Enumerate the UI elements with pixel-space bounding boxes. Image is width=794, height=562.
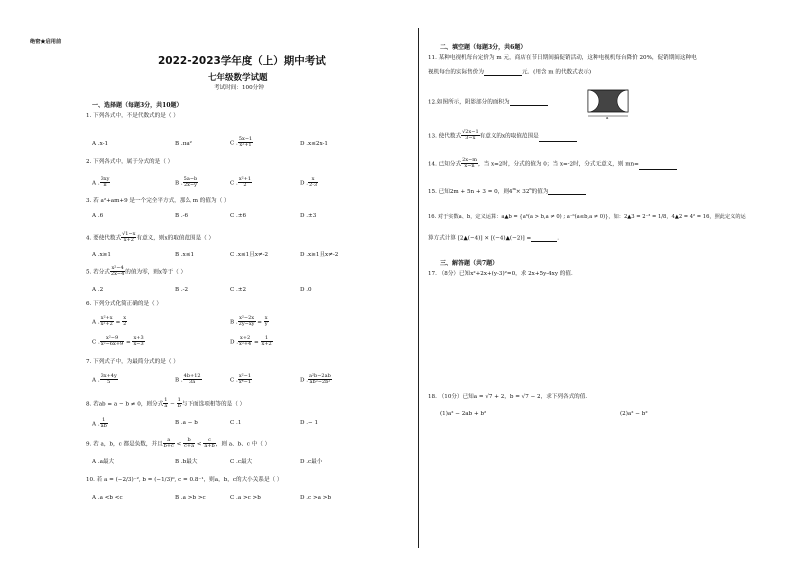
q6-option-d: D . $\frac{x+2}{\text{x²+4}}$ = $\frac{1}{x+2}$ [230,335,272,348]
q5-option-b: B .-2 [175,287,189,293]
q3-option-c: C .±6 [230,213,247,219]
q18-text: 18. （10分）已知a = √7 + 2，b = √7 − 2，求下列各式的值． [428,394,591,400]
q4-option-a: A .x≥1 [92,252,111,258]
exam-time: 考试时间：100分钟 [214,85,264,91]
q2-stem: 2. 下列各式中，属于分式的是（ ） [86,159,174,165]
q11-answer-blank[interactable] [484,70,522,76]
q7-option-b: B . $\frac{4b+12}{3a}$ [175,373,201,386]
section2-heading: 二、填空题（每题3分，共6题） [440,44,527,51]
q8-option-b: B .a − b [175,420,198,426]
q5-option-a: A .2 [92,287,104,293]
q10-stem: 10. 若 a = (−2/3)⁻², b = (−1/3)⁰, c = 0.8⁻¹，则a，b，c的大小关系是（ ） [86,477,283,483]
q9-option-b: B .b最大 [175,459,198,465]
q15-text: 15. 已知2m + 5n + 3 = 0，则$4^m\times 32^n$的值为 [428,188,586,195]
q15-answer-blank[interactable] [548,189,586,195]
q6-option-b: B . $\frac{\text{x²−2x}}{2y-xy}$ = $\frac{x}{y}$ [230,315,268,328]
q4-stem: 4. 要使代数式 $\frac{√1-x}{x+2}$ 有意义，则x的取值范围是（ ） [86,231,215,244]
q13-answer-blank[interactable] [539,136,577,142]
q12-text: 12.如图所示，阴影部分的面积为 [428,100,548,106]
q14-answer-blank[interactable] [639,164,677,170]
q10-option-a: A .a <b <c [92,495,123,501]
exam-subtitle: 七年级数学试题 [208,73,268,83]
q14-text: 14. 已知分式 $\frac{2x-m}{x-n}$ ，当 x=2时，分式的值为 0；当 x=-2时，分式无意义，则 mn= [428,158,677,170]
q5-option-d: D .0 [300,287,312,293]
exam-title: 2022-2023学年度（上）期中考试 [158,55,326,67]
q11-line2: 视机每台的实际售价为 元．(用含 m 的代数式表示) [428,69,592,76]
q12-answer-blank[interactable] [510,100,548,106]
q17-text: 17. （8分）已知x²+2x+(y-3)²=0，求 2x+5y-4xy 的值． [428,271,577,277]
q7-stem: 7. 下列式子中，为最简分式的是（ ） [86,359,179,365]
q8-option-a: A . $\frac{1}{ab}$ [92,417,107,430]
q9-option-c: C .c最大 [230,459,253,465]
column-divider [418,28,419,548]
q2-option-c: C . $\frac{\text{x²+1}}{2}$ [230,176,252,189]
q16-answer-blank[interactable] [531,236,557,242]
q4-option-b: B .x≤1 [175,252,195,258]
q10-option-b: B .a >b >c [175,495,206,501]
q18-answer-area[interactable] [428,424,768,534]
q3-stem: 3. 若 a²+am+9 是一个完全平方式，那么 m 的值为（ ） [86,198,230,204]
q6-option-a: A . $\frac{\text{x²+x}}{\text{x²+2}}$ = $\frac{x}{2}$ [92,315,127,328]
q4-option-d: D .x≥1且x≠-2 [300,252,339,258]
q10-option-d: D .c >a >b [300,495,332,501]
secret-label: 绝密★启用前 [30,39,62,45]
q1-option-d: D .x≤2x-1 [300,141,328,147]
q7-option-c: C . $\frac{\text{x²−1}}{\text{x⁴−1}}$ [230,373,252,386]
q12-figure [582,88,638,120]
q3-option-a: A .6 [92,213,104,219]
q1-option-a: A .x-1 [92,141,109,147]
q8-option-c: C .1 [230,420,242,426]
q1-option-b: B .πa² [175,141,192,147]
q6-option-c: C . $\frac{\text{x²−9}}{\text{x²−6x+9}}$ = $\frac{x+3}{x-3}$ [92,335,144,348]
q3-option-b: B .-6 [175,213,189,219]
q18-part1: (1)a² − 2ab + b² [440,411,487,417]
q2-option-d: D . $\frac{x}{2\cdot 3}$ [300,176,317,189]
q1-option-c: C . $\frac{5x-1}{\text{x²+1}}$ [230,136,253,149]
section3-heading: 三、解答题（共7题） [440,260,499,267]
q9-stem: 9. 若 a，b，c 都是负数，并且 $\frac{a}{b+c}$ < $\frac{b}{c+a}$ < $\frac{c}{a+b}$ ，则 a、b、c 中（ ） [86,437,271,450]
q16-line1: 16. 对于实数a、b，定义运算：a▲b = {aᵇ(a > b,a ≠ 0) ; a⁻ᵇ(a≤b,a ≠ 0)}，如：2▲3 = 2⁻³ = 1/8，4▲2 = 4² = 16，照此定义的运 [428,214,746,220]
q8-option-d: D .− 1 [300,420,319,426]
q9-option-a: A .a最大 [92,459,115,465]
section1-heading: 一、选择题（每题3分，共10题） [92,102,183,109]
q18-part2: (2)a² − b² [620,411,648,417]
q11-line1: 11. 某种电视机每台定价为 m 元，商店在节日期间搞促销活动，这种电视机每台降价 20%，促销期间这种电 [428,55,697,61]
q13-text: 13. 使代数式 $\frac{√2x-1}{3-x}$ 有意义的x的取值范围是 [428,130,577,142]
q3-option-d: D .±3 [300,213,317,219]
q2-option-a: A . $\frac{3xy}{\pi}$ [92,176,110,189]
q7-option-d: D . $\frac{\text{a²b−2ab}}{\text{ab²−2b²}}$ [300,373,331,386]
q5-option-c: C .±2 [230,287,247,293]
q7-option-a: A . $\frac{3x+4y}{5}$ [92,373,117,386]
q9-option-d: D .c最小 [300,459,323,465]
q4-option-c: C .x≤1且x≠-2 [230,252,269,258]
q17-answer-area[interactable] [428,284,768,364]
q10-option-c: C .a >c >b [230,495,261,501]
q12-dimension-label: a [606,115,609,120]
q8-stem: 8. 若ab = a − b ≠ 0，则分式 $\frac{1}{a}$ − $\frac{1}{b}$ 与下面选项相等的是（ ） [86,397,246,410]
q5-stem: 5. 若分式 $\frac{\text{x²−4}}{2x-4}$ 的值为零，则x等于（ ） [86,265,187,278]
q1-stem: 1. 下列各式中，不是代数式的是（ ） [86,113,179,119]
q2-option-b: B . $\frac{5a-b}{2x-y}$ [175,176,198,189]
q6-stem: 6. 下列分式化简正确的是（ ） [86,301,163,307]
q16-line2: 算方式计算 [2▲(−4)] × [(−4)▲(−2)] = ． [428,235,563,242]
